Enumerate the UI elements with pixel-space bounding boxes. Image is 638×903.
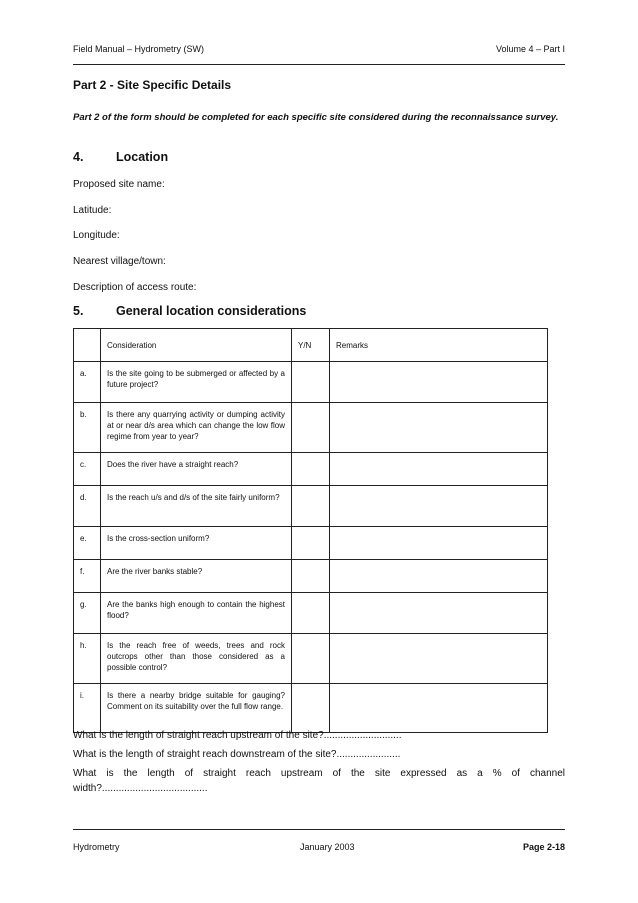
row-consideration: Is the site going to be submerged or affected by a future project? xyxy=(101,362,292,403)
table-row xyxy=(74,684,548,733)
row-remarks-cell[interactable] xyxy=(330,453,548,486)
footer-date: January 2003 xyxy=(300,842,355,852)
row-yn-cell[interactable] xyxy=(292,593,330,634)
question-downstream-length: What is the length of straight reach downstream of the site?....................... xyxy=(73,749,401,760)
footer-subject: Hydrometry xyxy=(73,842,120,852)
row-remarks-cell[interactable] xyxy=(330,634,548,684)
table-header-row xyxy=(74,329,548,362)
row-consideration: Is the reach free of weeds, trees and rock outcrops other than those considered as a possible control? xyxy=(101,634,292,684)
row-consideration: Is there any quarrying activity or dumping activity at or near d/s area which can change the low flow regime from year to year? xyxy=(101,403,292,453)
question-upstream-percent: What is the length of straight reach upstream of the site expressed as a % of channel width?...................................... xyxy=(73,768,565,794)
considerations-table xyxy=(73,328,548,733)
row-yn-cell[interactable] xyxy=(292,527,330,560)
row-id: c. xyxy=(74,453,101,486)
field-latitude: Latitude: xyxy=(73,205,112,216)
table-row xyxy=(74,453,548,486)
footer-divider xyxy=(73,829,565,830)
section-5-number: 5. xyxy=(73,304,84,318)
row-yn-cell[interactable] xyxy=(292,560,330,593)
row-yn-cell[interactable] xyxy=(292,486,330,527)
field-access-route: Description of access route: xyxy=(73,282,197,293)
row-remarks-cell[interactable] xyxy=(330,527,548,560)
row-remarks-cell[interactable] xyxy=(330,560,548,593)
row-consideration: Does the river have a straight reach? xyxy=(101,453,292,486)
row-id: a. xyxy=(74,362,101,403)
row-consideration: Is the reach u/s and d/s of the site fairly uniform? xyxy=(101,486,292,527)
header-title: Field Manual – Hydrometry (SW) xyxy=(73,44,205,54)
row-remarks-cell[interactable] xyxy=(330,403,548,453)
table-row xyxy=(74,527,548,560)
intro-text: Part 2 of the form should be completed for each specific site considered during the reconnaissance survey. xyxy=(73,112,559,123)
section-4-number: 4. xyxy=(73,150,84,164)
table-row xyxy=(74,362,548,403)
table-row xyxy=(74,634,548,684)
question-upstream-length: What is the length of straight reach upstream of the site?............................ xyxy=(73,730,402,741)
row-id: i. xyxy=(74,684,101,733)
row-yn-cell[interactable] xyxy=(292,634,330,684)
row-yn-cell[interactable] xyxy=(292,403,330,453)
section-4-title: Location xyxy=(116,150,169,164)
table-row xyxy=(74,560,548,593)
page-number: Page 2-18 xyxy=(522,842,565,852)
table-row xyxy=(74,403,548,453)
row-id: d. xyxy=(74,486,101,527)
row-yn-cell[interactable] xyxy=(292,453,330,486)
row-consideration: Are the banks high enough to contain the highest flood? xyxy=(101,593,292,634)
row-consideration: Is there a nearby bridge suitable for gauging? Comment on its suitability over the full flow range. xyxy=(101,684,292,733)
row-consideration: Is the cross-section uniform? xyxy=(101,527,292,560)
part-title: Part 2 - Site Specific Details xyxy=(73,78,232,92)
row-id: g. xyxy=(74,593,101,634)
row-id: e. xyxy=(74,527,101,560)
header-volume: Volume 4 – Part I xyxy=(495,44,565,54)
header-divider xyxy=(73,64,565,65)
section-5-title: General location considerations xyxy=(116,304,307,318)
row-yn-cell[interactable] xyxy=(292,684,330,733)
row-remarks-cell[interactable] xyxy=(330,486,548,527)
row-id: h. xyxy=(74,634,101,684)
row-remarks-cell[interactable] xyxy=(330,362,548,403)
header-yn: Y/N xyxy=(292,329,330,362)
table-row xyxy=(74,593,548,634)
row-consideration: Are the river banks stable? xyxy=(101,560,292,593)
field-site-name: Proposed site name: xyxy=(73,179,165,190)
field-nearest-village: Nearest village/town: xyxy=(73,256,166,267)
row-yn-cell[interactable] xyxy=(292,362,330,403)
row-remarks-cell[interactable] xyxy=(330,684,548,733)
header-consideration: Consideration xyxy=(101,329,292,362)
row-id: f. xyxy=(74,560,101,593)
header-cell-id xyxy=(74,329,101,362)
row-remarks-cell[interactable] xyxy=(330,593,548,634)
header-remarks: Remarks xyxy=(330,329,548,362)
row-id: b. xyxy=(74,403,101,453)
table-row xyxy=(74,486,548,527)
field-longitude: Longitude: xyxy=(73,230,120,241)
